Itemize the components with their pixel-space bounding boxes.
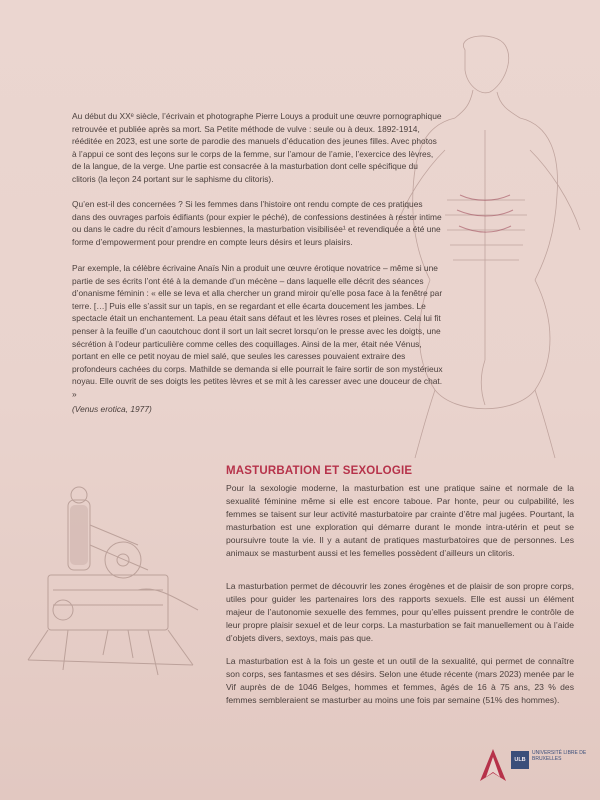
red-emblem-icon <box>478 747 508 783</box>
example-text: Par exemple, la célèbre écrivaine Anaïs Nin a produit une œuvre érotique novatrice – même si une partie de ses écrits l’ont été à la demande d’un mécène – dans laquelle elle décrit des séances d’onanisme féminin : « elle se leva et alla chercher un grand miroir qu’elle posa face à la fenêtre par terre. […] Puis elle s’assit sur un tapis, en se regardant et elle écarta doucement les jambes. Le spectacle était un enchantement. La peau était sans défaut et les lèvres roses et pleines. Cela lui fit penser à la feuille d’un caoutchouc dont il sort un lait secret lorsqu’on le presse avec les doigts, une sécrétion à l’odeur particulière comme celles des coquillages. Ainsi de la mer, était née Vénus, portant en elle ce petit noyau de miel salé, que seules les caresses pouvaient extraire des profondeurs cachées du corps. Mathilde se demanda si elle pourrait le faire sortir de son mystérieux noyau. Elle ouvrit de ses doigts les petites lèvres et se mit à les caresser avec une douceur de chat. » <box>72 263 443 399</box>
section-paragraph-2 <box>226 580 574 645</box>
intro-text: Au début du XXᵉ siècle, l’écrivain et photographe Pierre Louys a produit une œuvre pornographique retrouvée et publiée après sa mort. Sa Petite méthode de vulve : seule ou à deux. 1892-1914, rééditée en 2023, est une sorte de parodie des manuels d’éducation des jeunes filles. Avec photos à l’appui ce sont des leçons sur le corps de la femme, sur l’amour de l’amie, l’exercice des lèvres, de la langue, de la verge. Une partie est consacrée à la masturbation dont celle spécifique du clitoris (la leçon 24 portant sur le saphisme du clitoris). <box>72 111 442 184</box>
section-text-1: Pour la sexologie moderne, la masturbation est une pratique saine et normale de la sexualité féminine même si elle est encore taboue. Par honte, peur ou culpabilité, les femmes se taisent sur leur activité masturbatoire par crainte d’être mal jugées. Pourtant, la masturbation est une exploration qui démarre durant le monde intra-utérin et peut se poursuivre toute la vie. Il y a autant de pratiques masturbatoires que de personnes. Les animaux se masturbent aussi et les femelles possèdent d’ailleurs un clitoris. <box>226 483 574 558</box>
vintage-machine-illustration <box>8 470 208 690</box>
question-text: Qu’en est-il des concernées ? Si les femmes dans l’histoire ont rendu compte de ces pratiques dans des ouvrages parfois édifiants (pour expier le péché), de confessions destinées à rester intime ou dans le cadre du récit d’amours lesbiennes, la masturbation visibilisée¹ et revendiquée a été une forme d’empowerment pour prendre en compte leurs désirs et leurs plaisirs. <box>72 199 442 247</box>
logo-area <box>478 745 588 790</box>
section-paragraph-1 <box>226 482 574 560</box>
ulb-logo: ULB <box>511 751 529 769</box>
example-source: (Venus erotica, 1977) <box>72 403 152 414</box>
intro-paragraph <box>72 110 442 186</box>
example-paragraph <box>72 262 447 415</box>
section-paragraph-3 <box>226 655 574 707</box>
section-title: MASTURBATION ET SEXOLOGIE <box>226 465 413 477</box>
section-text-3: La masturbation est à la fois un geste et un outil de la sexualité, qui permet de connaître son corps, ses fantasmes et ses désirs. Selon une étude récente (mars 2023) menée par le Vif auprès de de 1046 Belges, hommes et femmes, âgés de 16 à 75 ans, 23 % des femmes sembleraient se masturber au moins une fois par semaine (51% des hommes). <box>226 656 574 705</box>
section-text-2: La masturbation permet de découvrir les zones érogènes et de plaisir de son propre corps, utiles pour guider les partenaires lors des rapports sexuels. Elle est aussi un élément majeur de l’autonomie sexuelle des femmes, pour qu’elles puissent prendre le contrôle de leur propre plaisir sexuel et de leur corps. La masturbation se fait manuellement ou à l’aide d’objets divers, sextoys, mais pas que. <box>226 581 574 643</box>
ulb-name: UNIVERSITÉ LIBRE DE BRUXELLES <box>532 750 587 763</box>
question-paragraph <box>72 198 442 248</box>
